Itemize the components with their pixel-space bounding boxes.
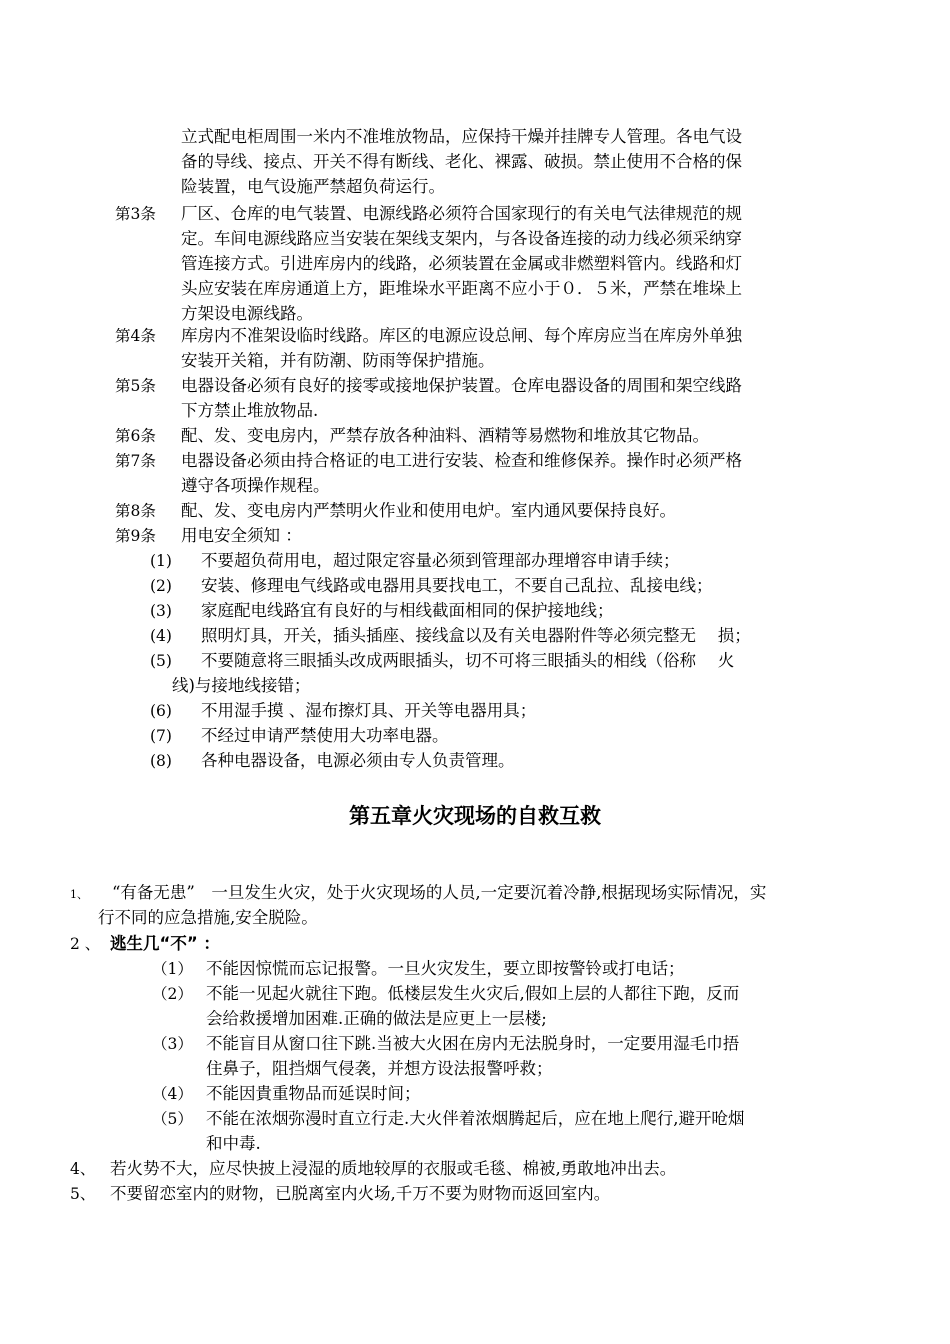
intro-line: 险装置，电气设施严禁超负荷运行。	[181, 177, 445, 196]
escape-item-text: 不能盲目从窗口往下跳.当被大火困在房内无法脱身时，一定要用湿毛巾捂	[206, 1034, 740, 1053]
escape-item-text: 不能一见起火就往下跑。低楼层发生火灾后,假如上层的人都往下跑，反而	[206, 984, 740, 1003]
escape-item-number: （3）	[152, 1035, 193, 1053]
escape-item-text: 住鼻子，阻挡烟气侵袭，并想方设法报警呼救；	[206, 1059, 553, 1078]
point-number: 2 、	[70, 935, 101, 953]
article-line: 配、发、变电房内，严禁存放各种油料、酒精等易燃物和堆放其它物品。	[181, 426, 709, 445]
safety-item-text: 不要随意将三眼插头改成两眼插头，切不可将三眼插头的相线（俗称 火	[201, 651, 735, 670]
article-line: 遵守各项操作规程。	[181, 476, 330, 495]
point-number: 1、	[70, 888, 88, 901]
article-line: 电器设备必须有良好的接零或接地保护装置。仓库电器设备的周围和架空线路	[181, 376, 742, 395]
escape-item-number: （2）	[152, 985, 193, 1003]
safety-item-text: 家庭配电线路宜有良好的与相线截面相同的保护接地线；	[201, 601, 614, 620]
point-text: 若火势不大，应尽快披上浸湿的质地较厚的衣服或毛毯、棉被,勇敢地冲出去。	[110, 1159, 677, 1178]
safety-item-number: (7)	[150, 727, 172, 745]
safety-item-text: 照明灯具，开关，插头插座、接线盒以及有关电器附件等必须完整无 损；	[201, 626, 751, 645]
intro-line: 备的导线、接点、开关不得有断线、老化、裸露、破损。禁止使用不合格的保	[181, 152, 742, 171]
safety-item-number: (3)	[150, 602, 172, 620]
point-text: 不要留恋室内的财物，已脱离室内火场,千万不要为财物而返回室内。	[110, 1184, 611, 1203]
article-line: 配、发、变电房内严禁明火作业和使用电炉。室内通风要保持良好。	[181, 501, 676, 520]
escape-item-text: 不能在浓烟弥漫时直立行走.大火伴着浓烟腾起后，应在地上爬行,避开呛烟	[206, 1109, 745, 1128]
article-line: 方架设电源线路。	[181, 304, 313, 323]
safety-item-text: 各种电器设备，电源必须由专人负责管理。	[201, 751, 515, 770]
article-label: 第5条	[115, 377, 156, 395]
safety-item-text: 不经过申请严禁使用大功率电器。	[201, 726, 449, 745]
safety-item-text: 不用湿手摸 、湿布擦灯具、开关等电器用具；	[201, 701, 537, 720]
escape-item-text: 不能因貴重物品而延误时间；	[206, 1084, 421, 1103]
article-line: 用电安全须知 ：	[181, 526, 302, 545]
chapter-title: 第五章火灾现场的自救互救	[349, 804, 601, 828]
article-line: 厂区、仓库的电气装置、电源线路必须符合国家现行的有关电气法律规范的规	[181, 204, 742, 223]
article-line: 安装开关箱，并有防潮、防雨等保护措施。	[181, 351, 495, 370]
escape-item-text: 会给救援增加困难.正确的做法是应更上一层楼;	[206, 1009, 547, 1028]
escape-item-number: （1）	[152, 960, 193, 978]
safety-item-number: (4)	[150, 627, 172, 645]
point-text: “有备无患” 一旦发生火灾，处于火灾现场的人员,一定要沉着冷静,根据现场实际情况，实	[112, 883, 767, 902]
article-line: 电器设备必须由持合格证的电工进行安装、检查和维修保养。操作时必须严格	[181, 451, 742, 470]
article-label: 第9条	[115, 527, 156, 545]
point-heading: 逃生几“不” ：	[110, 934, 220, 953]
safety-item-number: (8)	[150, 752, 172, 770]
article-line: 管连接方式。引进库房内的线路，必须装置在金属或非燃塑料管内。线路和灯	[181, 254, 742, 273]
escape-item-text: 和中毒.	[206, 1134, 261, 1153]
point-number: 4、	[70, 1160, 96, 1178]
intro-line: 立式配电柜周围一米内不准堆放物品，应保持干燥并挂牌专人管理。各电气设	[181, 127, 742, 146]
escape-item-text: 不能因惊慌而忘记报警。一旦火灾发生，要立即按警铃或打电话；	[206, 959, 685, 978]
point-number: 5、	[70, 1185, 96, 1203]
escape-item-number: （4）	[152, 1085, 193, 1103]
safety-item-number: (6)	[150, 702, 172, 720]
safety-item-number: (5)	[150, 652, 172, 670]
article-label: 第3条	[115, 205, 156, 223]
article-label: 第4条	[115, 327, 156, 345]
article-label: 第7条	[115, 452, 156, 470]
article-line: 头应安装在库房通道上方，距堆垛水平距离不应小于０．５米，严禁在堆垛上	[181, 279, 742, 298]
safety-item-text: 线)与接地线接错；	[172, 676, 311, 695]
safety-item-number: (2)	[150, 577, 172, 595]
safety-item-text: 不要超负荷用电，超过限定容量必须到管理部办理增容申请手续；	[201, 551, 680, 570]
article-label: 第6条	[115, 427, 156, 445]
article-line: 库房内不准架设临时线路。库区的电源应设总闸、每个库房应当在库房外单独	[181, 326, 742, 345]
article-label: 第8条	[115, 502, 156, 520]
article-line: 定。车间电源线路应当安装在架线支架内，与各设备连接的动力线必须采纳穿	[181, 229, 742, 248]
article-line: 下方禁止堆放物品.	[181, 401, 319, 420]
point-text: 行不同的应急措施,安全脱险。	[98, 908, 318, 927]
escape-item-number: （5）	[152, 1110, 193, 1128]
safety-item-number: (1)	[150, 552, 172, 570]
safety-item-text: 安装、修理电气线路或电器用具要找电工，不要自己乱拉、乱接电线；	[201, 576, 713, 595]
